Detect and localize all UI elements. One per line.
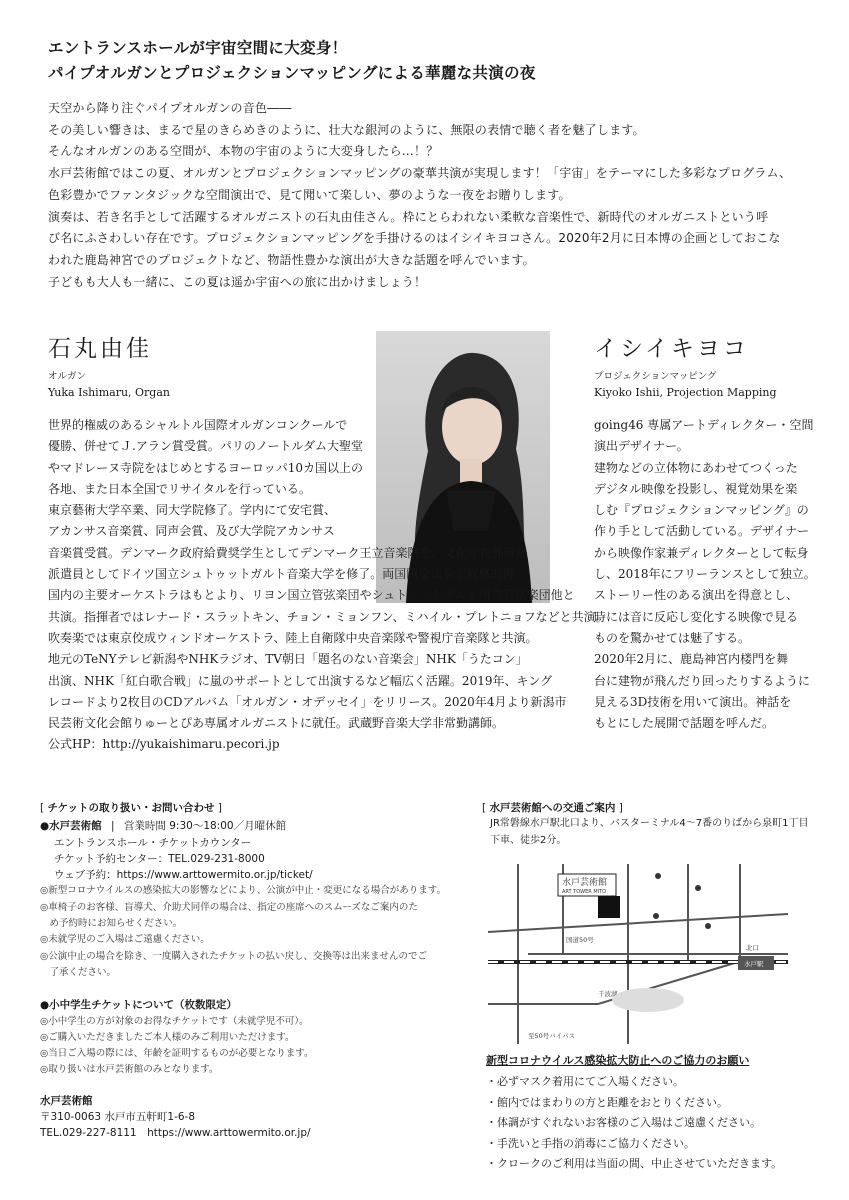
bio-line: 民芸術文化会館りゅーとぴあ専属オルガニストに就任。武蔵野音楽大学非常勤講師。 [48, 716, 505, 731]
corona-item: ・手洗いと手指の消毒にご協力ください。 [486, 1136, 695, 1150]
ticket-note: ◎公演中止の場合を除き、一度購入されたチケットの払い戻し、交換等は出来ませんのでご [40, 950, 428, 962]
ticket-title: [ チケットの取り扱い・お問い合わせ ] [40, 800, 460, 816]
intro-line: 色彩豊かでファンタジックな空間演出で、見て聞いて楽しい、夢のような一夜をお贈りします。 [48, 187, 571, 202]
bio-line: から映像作家兼ディレクターとして転身 [594, 545, 809, 560]
artist-role-en: Kiyoko Ishii, Projection Mapping [594, 386, 777, 399]
bio-line: し、2018年にフリーランスとして独立。 [594, 567, 816, 582]
ticket-note: ◎未就学児のご入場はご遠慮ください。 [40, 934, 210, 946]
bio-line: 世界的権威のあるシャルトル国際オルガンコンクールで [48, 418, 348, 432]
organist-name: 石丸由佳 [48, 336, 152, 362]
map-venue-en: ART TOWER MITO [562, 889, 607, 895]
intro-line: その美しい響きは、まるで星のきらめきのように、壮大な銀河のように、無限の表情で聴く者を魅了します。 [48, 122, 645, 137]
ticket-web[interactable]: ウェブ予約：https://www.arttowermito.or.jp/ticket/ [54, 869, 313, 882]
corona-item: ・必ずマスク着用にてご入場ください。 [486, 1075, 684, 1088]
artist-name: イシイキヨコ [594, 336, 749, 362]
map-north-exit: 北口 [746, 944, 759, 952]
corona-item: ・館内ではまわりの方と距離をおとりください。 [486, 1095, 728, 1109]
map-venue-jp: 水戸芸術館 [562, 878, 608, 888]
bio-line: 演出デザイナー。 [594, 439, 689, 454]
ticket-note: 了承ください。 [40, 966, 117, 978]
ticket-info: [ チケットの取り扱い・お問い合わせ ] ●水戸芸術館 | 営業時間 9:30～18:00／月曜休館 エントランスホール・チケットカウンター チケット予約センター：TEL.029-231-8000 ウェブ予約：https://www.arttowermito.or.jp/ticket/ ◎新型コロナウイルスの感染拡大の影響などにより、公演が中止・変更になる場合があります。 ◎車椅子のお客様、盲導犬、介助犬同伴の場合は、指定の座席へのスムーズなご案内のた め予約時にお知らせください。 ◎未就学児のご入場はご遠慮ください。 ◎公演中止の場合を除き、一度購入されたチケットの払い戻し、交換等は出来ませんのでご 了承ください。 ●小中学生チケットについて（枚数限定） ◎小中学生の方が対象のお得なチケットです（未就学児不可）。 ◎ご購入いただきましたご本人様のみご利用いただけます。 ◎当日ご入場の際には、年齢を証明するものが必要となります。 ◎取り扱いは水戸芸術館のみとなります。 水戸芸術館 〒310-0063 水戸市五軒町1-6-8 TEL.029-227-8111 https://www.arttowermito.or.jp/ [40, 800, 460, 1142]
access-map [488, 854, 788, 1044]
student-note: ◎小中学生の方が対象のお得なチケットです（未就学児不可）。 [40, 1015, 309, 1027]
bio-line: 優勝、併せてＪ.アラン賞受賞。パリのノートルダム大聖堂 [48, 439, 363, 454]
bio-line: 作り手として活動している。デザイナー [594, 524, 810, 539]
map-station: 水戸駅 [744, 960, 764, 968]
ticket-counter: エントランスホール・チケットカウンター [54, 836, 252, 849]
bio-line: 台に建物が飛んだり回ったりするように [594, 673, 811, 688]
footer-venue-name: 水戸芸術館 [40, 1094, 93, 1107]
corona-title: 新型コロナウイルス感染拡大防止へのご協力のお願い [486, 1054, 750, 1067]
headline-line-1: エントランスホールが宇宙空間に大変身！ [48, 39, 348, 57]
headline-line-2: パイプオルガンとプロジェクションマッピングによる華麗な共演の夜 [48, 64, 536, 82]
bio-line: しむ『プロジェクションマッピング』の [594, 503, 809, 518]
headline [48, 36, 536, 86]
lake-shape [612, 988, 684, 1012]
organist-role-jp: オルガン [48, 371, 87, 382]
artist-bio [594, 415, 816, 734]
access-text: 下車、徒歩2分。 [490, 834, 567, 846]
corona-item: ・クロークのご利用は当面の間、中止させていただきます。 [486, 1157, 783, 1170]
corona-notice [486, 1052, 782, 1175]
artist-role-jp: プロジェクションマッピング [594, 371, 717, 382]
bio-line: アカンサス音楽賞、同声会賞、及び大学院アカンサス [48, 524, 335, 539]
intro-line: 天空から降り注ぐパイプオルガンの音色―― [48, 101, 292, 115]
bio-line: 各地、また日本全国でリサイタルを行っている。 [48, 481, 311, 496]
bio-line: 派遣員としてドイツ国立シュトゥットガルト音楽大学を修了。両国国家演奏家資格取得。 [48, 567, 527, 582]
intro-line: そんなオルガンのある空間が、本物の宇宙のように大変身したら…！？ [48, 144, 439, 159]
student-ticket-title: ●小中学生チケットについて（枚数限定） [40, 999, 238, 1012]
organist-role-en: Yuka Ishimaru, Organ [48, 386, 170, 399]
footer-contact: TEL.029-227-8111 https://www.arttowermito.or.jp/ [40, 1127, 311, 1140]
bio-line: 見える3D技術を用いて演出。神話を [594, 694, 792, 709]
bio-line: 共演。指揮者ではレナード・スラットキン、チョン・ミョンフン、ミハイル・プレトニョフなどと共演。 [48, 609, 608, 624]
bio-line: 国内の主要オーケストラはもとより、リヨン国立管弦楽団やシュトゥットガルト州立管弦楽団他と [48, 588, 575, 603]
bio-line: もとにした展開で話題を呼んだ。 [594, 716, 775, 731]
student-note: ◎ご購入いただきましたご本人様のみご利用いただけます。 [40, 1031, 295, 1043]
intro-line: 子どもも大人も一緒に、この夏は遥か宇宙への旅に出かけましょう！ [48, 274, 427, 289]
ticket-note: め予約時にお知らせください。 [40, 918, 183, 930]
footer-address: 〒310-0063 水戸市五軒町1-6-8 [40, 1111, 196, 1124]
bio-line: レコードより2枚目のCDアルバム「オルガン・オデッセイ」をリリース。2020年4月より新潟市 [48, 694, 567, 709]
access-title: [ 水戸芸術館への交通ご案内 ] [482, 800, 812, 816]
map-route50: 国道50号 [566, 936, 594, 944]
bio-line: やマドレーヌ寺院をはじめとするヨーロッパ10カ国以上の [48, 460, 364, 475]
map-bypass: 至50号バイパス [528, 1032, 576, 1040]
corona-item: ・体調がすぐれないお客様のご入場はご遠慮ください。 [486, 1116, 761, 1129]
intro-line: び名にふさわしい存在です。プロジェクションマッピングを手掛けるのはイシイキヨコさん。2020年2月に日本博の企画としておこな [48, 231, 781, 246]
bio-line: 地元のTeNYテレビ新潟やNHKラジオ、TV朝日「題名のない音楽会」NHK「うたコン」 [48, 652, 528, 667]
intro-line: 水戸芸術館ではこの夏、オルガンとプロジェクションマッピングの豪華共演が実現します！「宇宙」をテーマにした多彩なプログラム、 [48, 166, 792, 181]
venue-marker [598, 896, 620, 918]
ticket-note: ◎新型コロナウイルスの感染拡大の影響などにより、公演が中止・変更になる場合があります。 [40, 885, 446, 897]
bio-line: 東京藝術大学卒業、同大学院修了。学内にて安宅賞、 [48, 503, 337, 518]
ticket-venue: ●水戸芸術館 [40, 820, 102, 833]
bio-line: going46 専属アートディレクター・空間 [594, 418, 814, 432]
ticket-phone: チケット予約センター：TEL.029-231-8000 [54, 852, 265, 865]
bio-line: ものを驚かせては魅了する。 [594, 630, 751, 645]
intro-line: 演奏は、若き名手として活躍するオルガニストの石丸由佳さん。枠にとらわれない柔軟な音楽性で、新時代のオルガニストという呼 [48, 209, 769, 224]
intro-paragraph [48, 98, 818, 293]
student-note: ◎取り扱いは水戸芸術館のみとなります。 [40, 1064, 219, 1076]
bio-line: 吹奏楽では東京佼成ウィンドオーケストラ、陸上自衛隊中央音楽隊や警視庁音楽隊と共演。 [48, 630, 538, 645]
bio-line: ストーリー性のある演出を得意とし、 [594, 588, 799, 603]
access-text: JR常磐線水戸駅北口より、バスターミナル4～7番のりばから泉町1丁目 [490, 818, 809, 830]
access-info [482, 800, 812, 849]
bio-line: 音楽賞受賞。デンマーク政府給費奨学生としてデンマーク王立音楽院を、文化庁在外研修 [48, 545, 528, 560]
student-note: ◎当日ご入場の際には、年齢を証明するものが必要となります。 [40, 1048, 314, 1060]
official-site: 公式HP：http://yukaishimaru.pecori.jp [48, 737, 280, 752]
organist-bio [48, 415, 608, 756]
map-lake: 千波湖 [598, 990, 618, 998]
ticket-hours: 営業時間 9:30～18:00／月曜休館 [123, 820, 287, 833]
ticket-note: ◎車椅子のお客様、盲導犬、介助犬同伴の場合は、指定の座席へのスムーズなご案内のた [40, 901, 418, 913]
bio-line: デジタル映像を投影し、視覚効果を楽 [594, 481, 798, 496]
intro-line: われた鹿島神宮でのプロジェクトなど、物語性豊かな演出が大きな話題を呼んでいます。 [48, 252, 535, 267]
bio-line: 時には音に反応し変化する映像で見る [594, 609, 799, 624]
bio-line: 2020年2月に、鹿島神宮内楼門を舞 [594, 652, 789, 667]
bio-line: 建物などの立体物にあわせてつくった [594, 460, 798, 475]
bio-line: 出演、NHK「紅白歌合戦」に嵐のサポートとして出演するなど幅広く活躍。2019年、キング [48, 673, 553, 688]
